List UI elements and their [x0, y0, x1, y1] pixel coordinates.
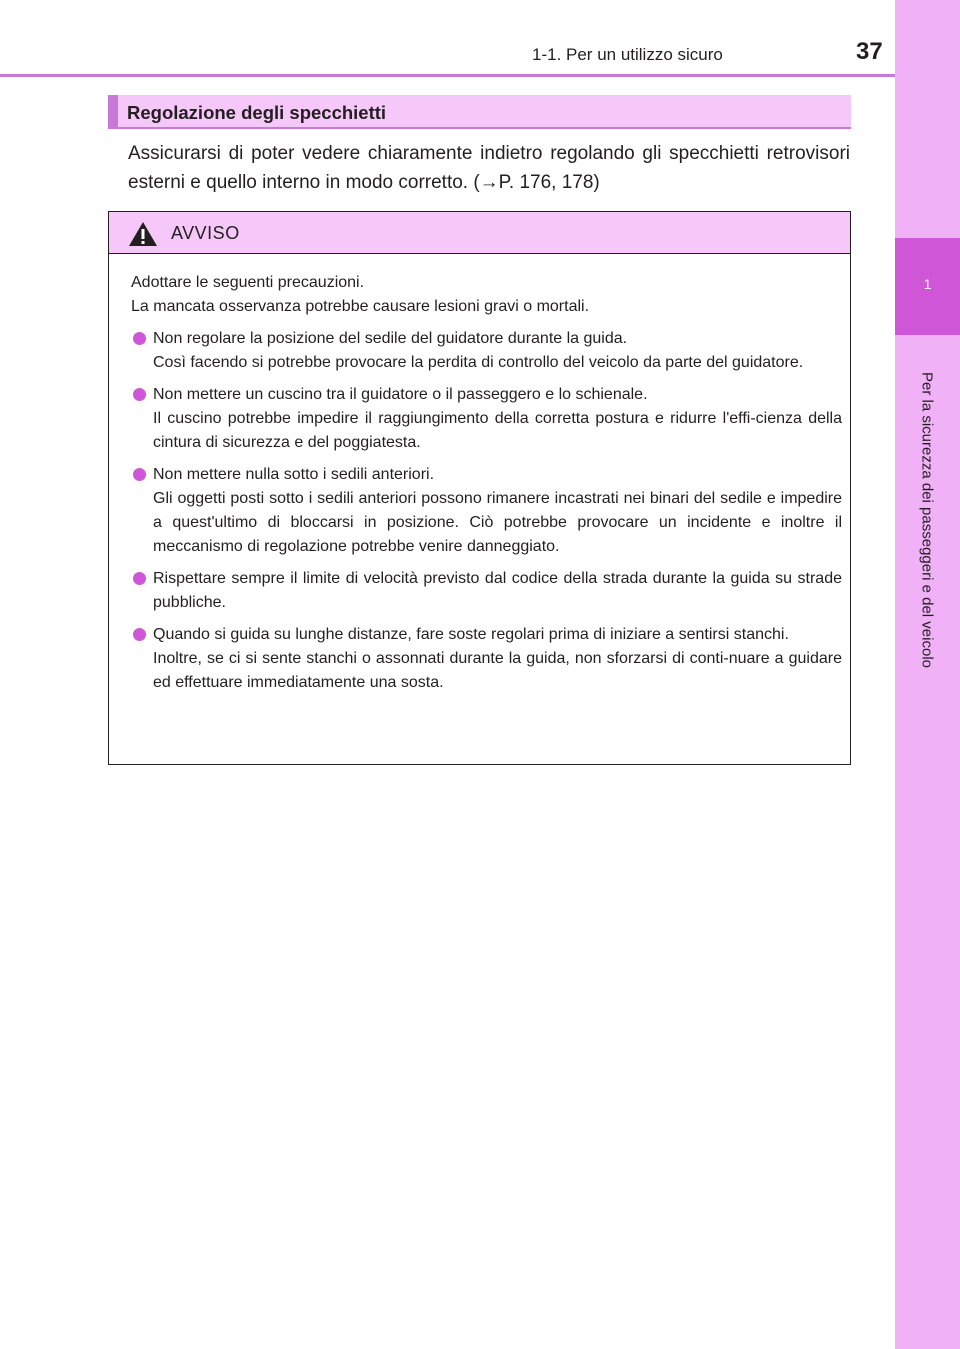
warning-triangle-icon	[128, 221, 158, 247]
warning-header	[109, 212, 850, 254]
running-header: 1-1. Per un utilizzo sicuro	[532, 45, 723, 64]
warning-item-title: Non mettere nulla sotto i sedili anteriori.	[153, 466, 435, 483]
warning-item	[131, 623, 842, 695]
chapter-number: 1	[923, 276, 932, 292]
warning-item-body: Inoltre, se ci si sente stanchi o assonnati durante la guida, non sforzarsi di conti-nuare a guidare ed effettuare immediatamente una sosta.	[153, 650, 842, 691]
bullet-icon	[133, 332, 146, 345]
warning-item-body: Gli oggetti posti sotto i sedili anteriori possono rimanere incastrati nei binari del sedile e impedire a quest'ultimo di bloccarsi in posizione. Ciò potrebbe provocare un incidente e inoltre il meccanismo di regolazione potrebbe venire danneggiato.	[153, 490, 842, 555]
warning-item-title: Quando si guida su lunghe distanze, fare soste regolari prima di iniziare a sentirsi stanchi.	[153, 626, 789, 643]
warning-item-body: Così facendo si potrebbe provocare la perdita di controllo del veicolo da parte del guidatore.	[153, 354, 804, 371]
warning-item-title: Non mettere un cuscino tra il guidatore o il passeggero e lo schienale.	[153, 386, 648, 403]
warning-intro-line: Adottare le seguenti precauzioni.	[131, 274, 365, 291]
header-rule	[0, 74, 895, 77]
bullet-icon	[133, 468, 146, 481]
warning-item-title: Non regolare la posizione del sedile del guidatore durante la guida.	[153, 330, 628, 347]
warning-item	[131, 567, 842, 615]
warning-item	[131, 383, 842, 455]
warning-intro-line: La mancata osservanza potrebbe causare lesioni gravi o mortali.	[131, 298, 590, 315]
section-heading-text: Regolazione degli specchietti	[127, 102, 387, 123]
warning-item-title: Rispettare sempre il limite di velocità previsto dal codice della strada durante la guida su strade pubbliche.	[153, 570, 842, 611]
warning-box	[108, 211, 851, 765]
bullet-icon	[133, 628, 146, 641]
side-tab	[895, 0, 960, 1349]
warning-item-body: Il cuscino potrebbe impedire il raggiungimento della corretta postura e ridurre l'effi-cienza della cintura di sicurezza e del poggiatesta.	[153, 410, 842, 451]
page-number: 37	[856, 38, 883, 65]
chapter-title: Per la sicurezza dei passeggeri e del veicolo	[918, 372, 936, 668]
warning-item	[131, 463, 842, 559]
warning-item	[131, 327, 842, 375]
chapter-tab[interactable]	[895, 238, 960, 335]
bullet-icon	[133, 388, 146, 401]
bullet-icon	[133, 572, 146, 585]
intro-paragraph: Assicurarsi di poter vedere chiaramente indietro regolando gli specchietti retrovisori esterni e quello interno in modo corretto. (→P. 176, 178)	[128, 143, 850, 193]
warning-label: AVVISO	[171, 223, 240, 243]
warning-body	[131, 271, 842, 695]
section-heading	[108, 95, 851, 129]
